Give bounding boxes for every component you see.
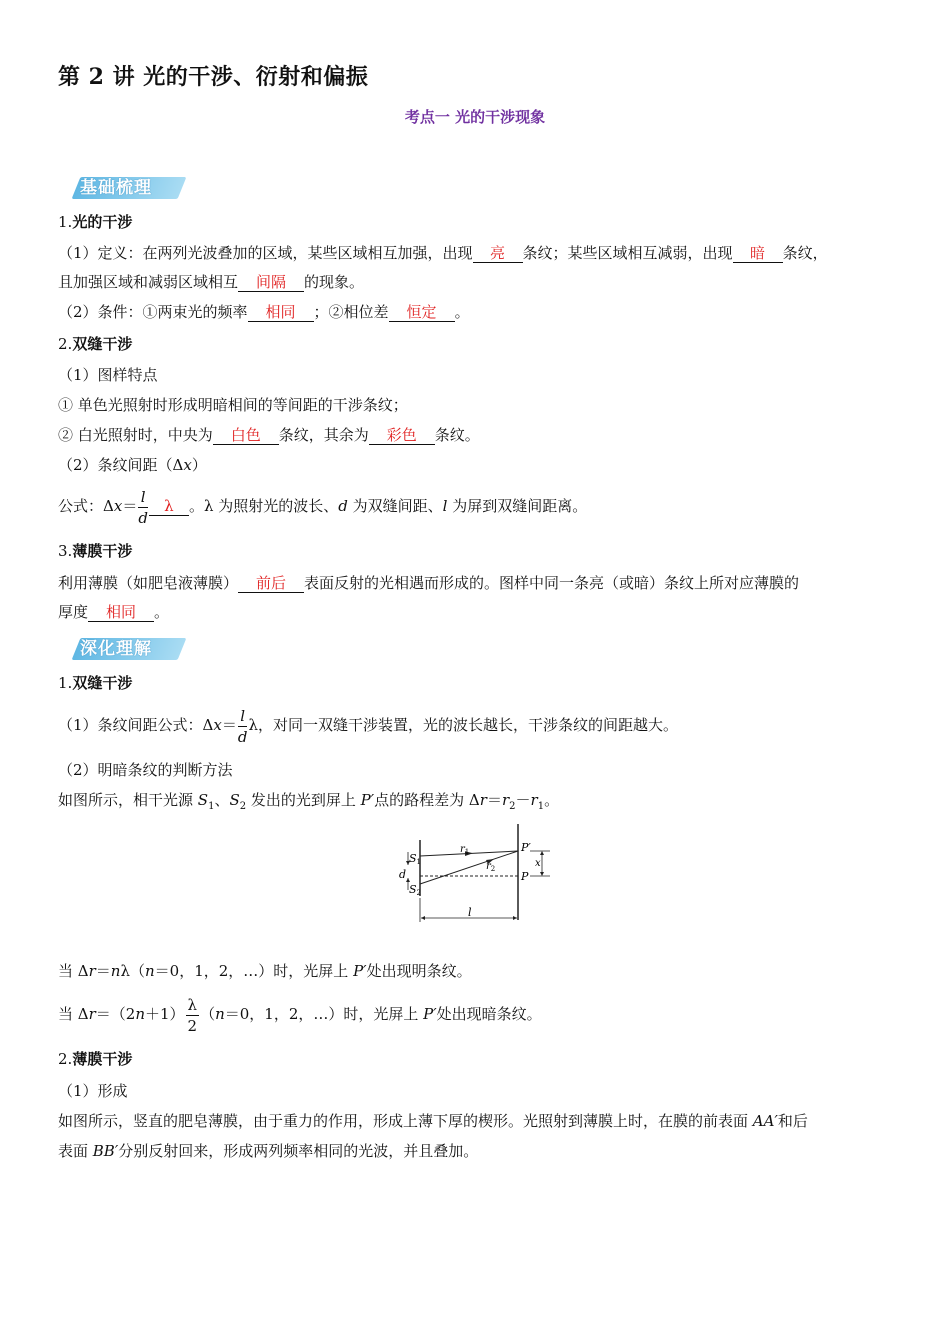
var: d bbox=[338, 497, 348, 515]
text: （1）条纹间距公式：Δ bbox=[58, 716, 214, 734]
condition-line bbox=[58, 302, 898, 322]
basics-heading-1 bbox=[58, 212, 898, 232]
text: 当 Δ bbox=[58, 1005, 89, 1023]
var: l bbox=[442, 497, 448, 515]
heading-text: 薄膜干涉 bbox=[72, 1050, 133, 1068]
text: 厚度 bbox=[58, 603, 89, 621]
text: 条纹；某些区域相互减弱，出现 bbox=[522, 244, 733, 262]
text: 的现象。 bbox=[304, 273, 365, 291]
deep-heading-2 bbox=[58, 1049, 898, 1069]
numerator: l bbox=[138, 487, 148, 508]
text: ＝（2 bbox=[95, 1005, 136, 1023]
answer-blank: 白色 bbox=[213, 426, 279, 445]
var: S bbox=[229, 791, 240, 809]
double-slit-figure bbox=[390, 818, 560, 928]
text: 。 bbox=[544, 791, 560, 809]
var: n bbox=[135, 1005, 145, 1023]
var: r bbox=[88, 962, 96, 980]
spacing-formula-line bbox=[58, 705, 898, 747]
text: 为双缝间距、 bbox=[347, 497, 443, 515]
label-p-prime: P′ bbox=[521, 841, 531, 854]
basics-heading-2 bbox=[58, 334, 898, 354]
text: （2）条纹间距（Δ bbox=[58, 456, 184, 474]
var: x bbox=[113, 497, 123, 515]
var: r bbox=[88, 1005, 96, 1023]
var: P′ bbox=[353, 962, 367, 980]
text: ＝ bbox=[221, 716, 237, 734]
basics-banner bbox=[58, 177, 186, 203]
subscript: 2 bbox=[509, 801, 516, 812]
heading-text: 光的干涉 bbox=[72, 213, 133, 231]
text: ；②相位差 bbox=[313, 303, 389, 321]
text: 条纹， bbox=[782, 244, 828, 262]
text: λ（ bbox=[120, 962, 145, 980]
text: 和后 bbox=[777, 1112, 808, 1130]
text: 发出的光到屏上 bbox=[246, 791, 361, 809]
l-arrowhead-right bbox=[513, 916, 517, 920]
formation-line-2 bbox=[58, 1141, 898, 1161]
text: 分别反射回来，形成两列频率相同的光波，并且叠加。 bbox=[118, 1142, 479, 1160]
label-l: l bbox=[468, 906, 472, 919]
var: x bbox=[213, 716, 222, 734]
var: r bbox=[479, 791, 487, 809]
text: ＝ bbox=[486, 791, 502, 809]
text: 处出现明条纹。 bbox=[366, 962, 472, 980]
x-arrowhead-bottom bbox=[540, 872, 544, 876]
heading-number: 2. bbox=[58, 335, 73, 353]
subscript: 2 bbox=[239, 801, 247, 812]
fraction bbox=[138, 487, 148, 528]
var: r bbox=[530, 791, 538, 809]
text: 。 bbox=[454, 303, 470, 321]
heading-text: 薄膜干涉 bbox=[72, 542, 133, 560]
film-line-1 bbox=[58, 573, 898, 593]
subscript: 1 bbox=[208, 801, 215, 812]
answer-blank: 恒定 bbox=[389, 303, 455, 322]
var: P′ bbox=[360, 791, 375, 809]
text: 。 bbox=[154, 603, 170, 621]
text: ＋1） bbox=[145, 1005, 185, 1023]
deep-heading-1 bbox=[58, 673, 898, 693]
text: （ bbox=[200, 1005, 216, 1023]
text: 点的路程差为 Δ bbox=[374, 791, 480, 809]
spacing-title bbox=[58, 455, 898, 475]
formation-title: （1）形成 bbox=[58, 1082, 128, 1100]
text: 当 Δ bbox=[58, 962, 89, 980]
banner-label: 深化理解 bbox=[80, 639, 152, 659]
text: 利用薄膜（如肥皂液薄膜） bbox=[58, 574, 239, 592]
var: n bbox=[144, 962, 155, 980]
text: ＝0，1，2，…）时，光屏上 bbox=[154, 962, 354, 980]
text: ＝ bbox=[95, 962, 111, 980]
judge-method-title: （2）明暗条纹的判断方法 bbox=[58, 761, 233, 779]
var: n bbox=[215, 1005, 225, 1023]
heading-number: 3. bbox=[58, 542, 73, 560]
text: 公式：Δ bbox=[58, 497, 114, 515]
var: P′ bbox=[423, 1005, 437, 1023]
deep-banner bbox=[58, 638, 186, 664]
pattern-title: （1）图样特点 bbox=[58, 366, 158, 384]
text: 条纹。 bbox=[434, 426, 480, 444]
answer-blank: 间隔 bbox=[238, 273, 304, 292]
text: 。λ 为照射光的波长、 bbox=[188, 497, 339, 515]
answer-blank: 前后 bbox=[238, 574, 304, 593]
section-subtitle: 考点一 光的干涉现象 bbox=[404, 108, 546, 126]
fraction bbox=[186, 995, 200, 1036]
definition-line-2 bbox=[58, 272, 898, 292]
var: r bbox=[501, 791, 510, 809]
film-line-2 bbox=[58, 602, 898, 622]
text: 表面 bbox=[58, 1142, 93, 1160]
var: n bbox=[110, 962, 121, 980]
label-r2: $r_2$ bbox=[486, 861, 496, 873]
pattern-white bbox=[58, 425, 898, 445]
text: 处出现暗条纹。 bbox=[436, 1005, 542, 1023]
denominator: 2 bbox=[187, 1016, 198, 1035]
l-arrowhead-left bbox=[421, 916, 425, 920]
page-title: 第 2 讲 光的干涉、衍射和偏振 bbox=[58, 64, 369, 90]
label-r1: $r_1$ bbox=[460, 844, 470, 856]
var: BB′ bbox=[92, 1142, 119, 1160]
label-s2: S2 bbox=[409, 883, 422, 897]
text: 如图所示，竖直的肥皂薄膜，由于重力的作用，形成上薄下厚的楔形。光照射到薄膜上时，在膜的前表面 bbox=[58, 1112, 753, 1130]
label-s1: S1 bbox=[409, 852, 422, 866]
banner-label: 基础梳理 bbox=[80, 178, 152, 198]
answer-blank: λ bbox=[149, 497, 189, 516]
label-p: P bbox=[521, 870, 529, 883]
text: 为屏到双缝间距离。 bbox=[447, 497, 588, 515]
heading-number: 1. bbox=[58, 213, 73, 231]
text: 如图所示，相干光源 bbox=[58, 791, 198, 809]
label-d: d bbox=[399, 868, 407, 881]
heading-text: 双缝干涉 bbox=[72, 674, 133, 692]
answer-blank: 亮 bbox=[473, 244, 523, 263]
label-x: x bbox=[535, 858, 541, 869]
answer-blank: 暗 bbox=[733, 244, 783, 263]
fraction bbox=[238, 706, 248, 747]
text: 且加强区域和减弱区域相互 bbox=[58, 273, 239, 291]
d-arrowhead-bottom bbox=[406, 878, 410, 882]
definition-line-1 bbox=[58, 243, 898, 263]
numerator: λ bbox=[187, 995, 198, 1014]
denominator: d bbox=[237, 727, 248, 746]
answer-blank: 相同 bbox=[88, 603, 154, 622]
text: ② 白光照射时，中央为 bbox=[58, 426, 213, 444]
text: （1）定义：在两列光波叠加的区域，某些区域相互加强，出现 bbox=[58, 244, 473, 262]
formula-line bbox=[58, 486, 898, 528]
heading-text: 双缝干涉 bbox=[72, 335, 133, 353]
text: λ，对同一双缝干涉装置，光的波长越长，干涉条纹的间距越大。 bbox=[248, 716, 678, 734]
var: S bbox=[197, 791, 209, 809]
answer-blank: 相同 bbox=[248, 303, 314, 322]
basics-heading-3 bbox=[58, 541, 898, 561]
dark-condition bbox=[58, 992, 898, 1036]
formation-line-1 bbox=[58, 1111, 898, 1131]
text: 条纹，其余为 bbox=[278, 426, 369, 444]
bright-condition bbox=[58, 961, 898, 981]
x-arrowhead-top bbox=[540, 851, 544, 855]
text: 表面反射的光相遇而形成的。图样中同一条亮（或暗）条纹上所对应薄膜的 bbox=[304, 574, 800, 592]
numerator: l bbox=[238, 706, 248, 727]
answer-blank: 彩色 bbox=[369, 426, 435, 445]
text: ＝ bbox=[122, 497, 138, 515]
text: （2）条件：①两束光的频率 bbox=[58, 303, 248, 321]
var: x bbox=[183, 456, 192, 474]
heading-number: 2. bbox=[58, 1050, 73, 1068]
var: AA′ bbox=[752, 1112, 778, 1130]
text: － bbox=[515, 791, 531, 809]
path-difference-line bbox=[58, 790, 898, 817]
text: ） bbox=[191, 456, 207, 474]
heading-number: 1. bbox=[58, 674, 73, 692]
subscript: 1 bbox=[537, 801, 545, 812]
denominator: d bbox=[138, 508, 148, 527]
text: 、 bbox=[214, 791, 230, 809]
pattern-mono: ① 单色光照射时形成明暗相间的等间距的干涉条纹； bbox=[58, 396, 408, 414]
text: ＝0，1，2，…）时，光屏上 bbox=[224, 1005, 424, 1023]
